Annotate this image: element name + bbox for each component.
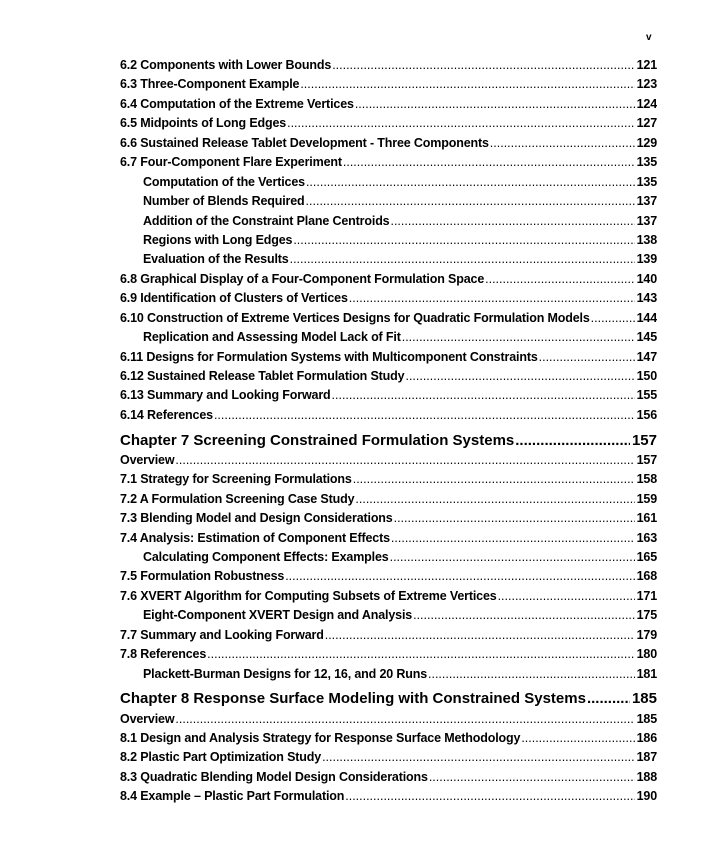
toc-entry-page: 135 bbox=[636, 174, 657, 189]
toc-entry-title: 7.2 A Formulation Screening Case Study bbox=[120, 491, 355, 506]
toc-entry-title: 6.7 Four-Component Flare Experiment bbox=[120, 155, 342, 170]
toc-dot-leader bbox=[355, 492, 634, 506]
toc-entry-title: 7.1 Strategy for Screening Formulations bbox=[120, 472, 352, 487]
toc-dot-leader bbox=[214, 408, 635, 422]
toc-dot-leader bbox=[353, 472, 635, 486]
page-number: v bbox=[646, 32, 652, 43]
toc-entry[interactable] bbox=[120, 214, 657, 233]
toc-entry-title: 6.12 Sustained Release Tablet Formulation Study bbox=[120, 369, 405, 383]
toc-entry-title: Calculating Component Effects: Examples bbox=[143, 550, 389, 564]
toc-dot-leader bbox=[394, 511, 635, 525]
toc-dot-leader bbox=[355, 97, 635, 111]
toc-dot-leader bbox=[413, 608, 634, 622]
toc-entry-page: 135 bbox=[636, 155, 657, 170]
toc-entry[interactable] bbox=[120, 194, 657, 213]
toc-dot-leader bbox=[515, 432, 630, 449]
toc-dot-leader bbox=[287, 116, 635, 130]
toc-dot-leader bbox=[332, 388, 635, 402]
toc-dot-leader bbox=[591, 311, 635, 325]
toc-entry[interactable] bbox=[120, 330, 657, 349]
toc-entry[interactable] bbox=[120, 589, 657, 608]
toc-entry-page: 140 bbox=[636, 271, 657, 286]
toc-dot-leader bbox=[498, 589, 635, 603]
toc-entry[interactable] bbox=[120, 97, 657, 116]
toc-entry-page: 121 bbox=[636, 58, 657, 72]
toc-dot-leader bbox=[175, 712, 634, 726]
toc-entry-page: 163 bbox=[636, 530, 657, 545]
toc-dot-leader bbox=[207, 647, 634, 661]
toc-entry[interactable] bbox=[120, 647, 657, 666]
toc-entry-page: 168 bbox=[636, 569, 657, 584]
toc-entry-page: 180 bbox=[636, 647, 657, 662]
toc-entry[interactable] bbox=[120, 369, 657, 388]
toc-entry-page: 186 bbox=[636, 731, 657, 745]
toc-entry[interactable] bbox=[120, 770, 657, 789]
toc-entry-title: 7.7 Summary and Looking Forward bbox=[120, 627, 324, 642]
toc-entry[interactable] bbox=[120, 136, 657, 155]
toc-dot-leader bbox=[428, 667, 635, 681]
toc-entry[interactable] bbox=[120, 789, 657, 808]
toc-entry[interactable] bbox=[120, 58, 657, 77]
toc-entry-title: 6.11 Designs for Formulation Systems with Multicomponent Constraints bbox=[120, 349, 538, 364]
toc-entry[interactable] bbox=[120, 569, 657, 588]
toc-entry-page: 138 bbox=[636, 232, 657, 247]
toc-entry-title: Number of Blends Required bbox=[143, 194, 305, 209]
toc-entry-page: 188 bbox=[636, 769, 657, 784]
toc-entry[interactable] bbox=[120, 175, 657, 194]
toc-entry[interactable] bbox=[120, 252, 657, 271]
toc-entry-title: Overview bbox=[120, 452, 175, 467]
toc-dot-leader bbox=[485, 272, 634, 286]
toc-entry-title: 6.14 References bbox=[120, 407, 213, 422]
toc-entry-page: 171 bbox=[636, 588, 657, 603]
toc-dot-leader bbox=[429, 770, 635, 784]
toc-entry-title: 6.8 Graphical Display of a Four-Component Formulation Space bbox=[120, 271, 485, 286]
toc-entry[interactable] bbox=[120, 408, 657, 427]
toc-entry-title: Evaluation of the Results bbox=[143, 252, 289, 267]
toc-entry-page: 159 bbox=[636, 491, 657, 506]
toc-entry-title: Plackett-Burman Designs for 12, 16, and 20 Runs bbox=[143, 666, 428, 681]
toc-entry[interactable] bbox=[120, 116, 657, 135]
toc-entry-title: 6.10 Construction of Extreme Vertices Designs for Quadratic Formulation Models bbox=[120, 310, 590, 325]
toc-entry-page: 161 bbox=[636, 511, 657, 526]
toc-entry-title: 7.8 References bbox=[120, 647, 207, 662]
toc-entry[interactable] bbox=[120, 350, 657, 369]
toc-entry[interactable] bbox=[120, 492, 657, 511]
toc-dot-leader bbox=[300, 77, 634, 91]
toc-entry-title: 7.6 XVERT Algorithm for Computing Subsets of Extreme Vertices bbox=[120, 588, 497, 603]
toc-entry-page: 137 bbox=[636, 194, 657, 209]
toc-dot-leader bbox=[521, 731, 634, 745]
toc-entry[interactable] bbox=[120, 388, 657, 407]
toc-entry-title: Eight-Component XVERT Design and Analysis bbox=[143, 608, 413, 623]
toc-entry-page: 143 bbox=[636, 291, 657, 306]
toc-entry[interactable] bbox=[120, 77, 657, 96]
toc-entry-title: 6.13 Summary and Looking Forward bbox=[120, 388, 331, 403]
toc-entry-page: 165 bbox=[636, 550, 657, 564]
toc-chapter-heading[interactable] bbox=[120, 427, 657, 453]
toc-entry[interactable] bbox=[120, 731, 657, 750]
toc-entry-page: 157 bbox=[631, 431, 657, 449]
toc-entry-title: 8.2 Plastic Part Optimization Study bbox=[120, 750, 322, 765]
toc-entry-title: Computation of the Vertices bbox=[143, 174, 305, 189]
toc-entry-title: Addition of the Constraint Plane Centroids bbox=[143, 213, 390, 228]
toc-entry-page: 187 bbox=[636, 750, 657, 765]
toc-dot-leader bbox=[402, 330, 635, 344]
toc-entry-page: 185 bbox=[631, 690, 657, 708]
toc-entry-title: 6.5 Midpoints of Long Edges bbox=[120, 116, 287, 131]
toc-entry-page: 150 bbox=[636, 369, 657, 383]
toc-entry[interactable] bbox=[120, 628, 657, 647]
toc-entry-title: 6.4 Computation of the Extreme Vertices bbox=[120, 96, 354, 111]
toc-chapter-heading[interactable] bbox=[120, 686, 657, 712]
toc-entry[interactable] bbox=[120, 453, 657, 472]
toc-entry[interactable] bbox=[120, 608, 657, 627]
toc-entry-title: 8.1 Design and Analysis Strategy for Response Surface Methodology bbox=[120, 731, 521, 745]
toc-entry-page: 181 bbox=[636, 666, 657, 681]
toc-entry-page: 158 bbox=[636, 472, 657, 487]
toc-dot-leader bbox=[390, 214, 634, 228]
toc-dot-leader bbox=[405, 369, 634, 383]
toc-entry-title: Chapter 8 Response Surface Modeling with Constrained Systems bbox=[120, 690, 586, 708]
toc-entry-page: 147 bbox=[636, 349, 657, 364]
toc-entry[interactable] bbox=[120, 472, 657, 491]
toc-entry-title: 8.4 Example – Plastic Part Formulation bbox=[120, 789, 345, 804]
toc-entry-page: 145 bbox=[636, 330, 657, 345]
toc-dot-leader bbox=[306, 175, 635, 189]
toc-entry-page: 124 bbox=[636, 96, 657, 111]
toc-entry-title: 6.3 Three-Component Example bbox=[120, 77, 300, 92]
toc-entry-title: 6.6 Sustained Release Tablet Development - Three Components bbox=[120, 135, 489, 150]
toc-entry[interactable] bbox=[120, 531, 657, 550]
toc-entry-title: 7.3 Blending Model and Design Considerations bbox=[120, 511, 393, 526]
toc-entry-page: 175 bbox=[636, 608, 657, 623]
toc-entry-page: 129 bbox=[636, 135, 657, 150]
toc-entry[interactable] bbox=[120, 550, 657, 569]
toc-entry[interactable] bbox=[120, 291, 657, 310]
toc-entry-page: 156 bbox=[636, 407, 657, 422]
toc-entry-page: 157 bbox=[636, 452, 657, 467]
toc-dot-leader bbox=[345, 789, 634, 803]
toc-dot-leader bbox=[293, 233, 634, 247]
toc-dot-leader bbox=[539, 350, 635, 364]
toc-dot-leader bbox=[290, 252, 635, 266]
toc-entry-title: Chapter 7 Screening Constrained Formulation Systems bbox=[120, 431, 515, 449]
toc-entry[interactable] bbox=[120, 311, 657, 330]
toc-entry-title: Regions with Long Edges bbox=[143, 232, 293, 247]
toc-entry-title: Replication and Assessing Model Lack of Fit bbox=[143, 330, 401, 345]
toc-dot-leader bbox=[587, 690, 630, 707]
toc-dot-leader bbox=[490, 136, 635, 150]
toc-dot-leader bbox=[391, 531, 635, 545]
toc-dot-leader bbox=[285, 569, 634, 583]
toc-entry[interactable] bbox=[120, 272, 657, 291]
toc-entry-title: 8.3 Quadratic Blending Model Design Considerations bbox=[120, 769, 428, 784]
toc-entry-page: 123 bbox=[636, 77, 657, 92]
toc-entry-title: 7.5 Formulation Robustness bbox=[120, 569, 285, 584]
toc-entry[interactable] bbox=[120, 750, 657, 769]
toc-entry-page: 144 bbox=[636, 310, 657, 325]
toc-dot-leader bbox=[390, 550, 635, 564]
toc-entry-page: 185 bbox=[636, 711, 657, 726]
toc-entry-page: 127 bbox=[636, 116, 657, 131]
toc-entry[interactable] bbox=[120, 233, 657, 252]
toc-entry-title: Overview bbox=[120, 711, 175, 726]
toc-dot-leader bbox=[343, 155, 635, 169]
toc-entry[interactable] bbox=[120, 667, 657, 686]
toc-entry[interactable] bbox=[120, 155, 657, 174]
toc-entry-page: 190 bbox=[636, 789, 657, 804]
toc-entry-page: 155 bbox=[636, 388, 657, 403]
toc-dot-leader bbox=[349, 291, 635, 305]
toc-entry[interactable] bbox=[120, 511, 657, 530]
toc-dot-leader bbox=[175, 453, 634, 467]
toc-entry-page: 137 bbox=[636, 213, 657, 228]
toc-entry-title: 6.2 Components with Lower Bounds bbox=[120, 58, 332, 72]
toc-entry-title: 6.9 Identification of Clusters of Vertices bbox=[120, 291, 348, 306]
toc-dot-leader bbox=[332, 58, 634, 72]
toc-dot-leader bbox=[306, 194, 635, 208]
toc-entry-page: 139 bbox=[636, 252, 657, 267]
toc-dot-leader bbox=[325, 628, 635, 642]
toc-entry-title: 7.4 Analysis: Estimation of Component Effects bbox=[120, 530, 390, 545]
toc-entry[interactable] bbox=[120, 712, 657, 731]
toc-dot-leader bbox=[322, 750, 635, 764]
table-of-contents bbox=[120, 58, 657, 809]
toc-entry-page: 179 bbox=[636, 627, 657, 642]
